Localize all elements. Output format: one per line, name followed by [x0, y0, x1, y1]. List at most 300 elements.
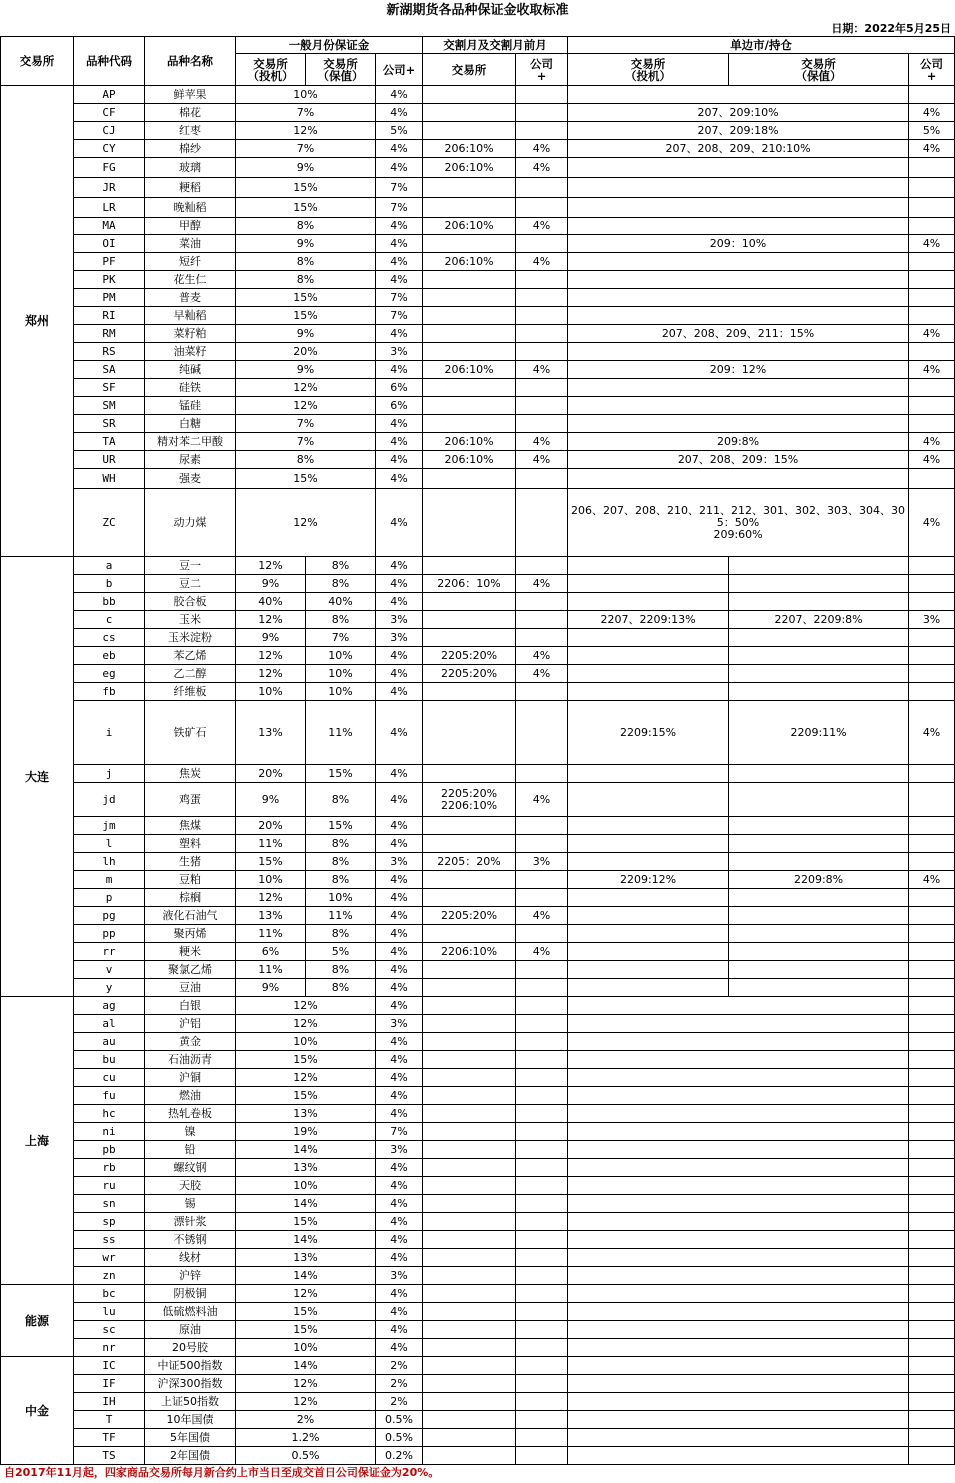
date-label: 日期：2022年5月25日	[831, 22, 951, 35]
product-code: y	[74, 979, 145, 997]
single-side-margin	[568, 1123, 909, 1141]
delivery-exchange-margin	[423, 122, 516, 140]
single-company-plus	[909, 889, 955, 907]
single-company-plus	[909, 1141, 955, 1159]
single-company-plus	[909, 783, 955, 817]
delivery-company-plus	[516, 104, 568, 122]
general-company-plus: 2%	[376, 1357, 423, 1375]
delivery-company-plus	[516, 1393, 568, 1411]
delivery-company-plus	[516, 1051, 568, 1069]
single-company-plus	[909, 271, 955, 289]
product-name: 尿素	[145, 451, 236, 469]
table-row	[1, 593, 955, 611]
table-row	[1, 1339, 955, 1357]
delivery-company-plus	[516, 379, 568, 397]
delivery-company-plus	[516, 289, 568, 307]
product-name: 沪深300指数	[145, 1375, 236, 1393]
product-name: 20号胶	[145, 1339, 236, 1357]
delivery-company-plus	[516, 1249, 568, 1267]
delivery-company-plus	[516, 1267, 568, 1285]
general-spec-margin: 12%	[236, 665, 306, 683]
product-code: FG	[74, 158, 145, 178]
single-side-margin	[568, 178, 909, 198]
delivery-exchange-margin	[423, 611, 516, 629]
table-row	[1, 1123, 955, 1141]
delivery-exchange-margin: 2205:20%	[423, 907, 516, 925]
general-margin: 15%	[236, 178, 376, 198]
header-delivery-exchange: 交易所	[423, 54, 516, 86]
product-code: fu	[74, 1087, 145, 1105]
product-name: 铅	[145, 1141, 236, 1159]
single-side-margin	[568, 1429, 909, 1447]
single-side-margin: 207、209:10%	[568, 104, 909, 122]
single-company-plus: 4%	[909, 361, 955, 379]
header-delivery-month: 交割月及交割月前月	[423, 37, 568, 54]
delivery-company-plus	[516, 997, 568, 1015]
delivery-exchange-margin	[423, 325, 516, 343]
product-name: 棉花	[145, 104, 236, 122]
general-company-plus: 3%	[376, 343, 423, 361]
delivery-exchange-margin	[423, 1411, 516, 1429]
exchange-energy: 能源	[1, 1285, 74, 1357]
product-name: 镍	[145, 1123, 236, 1141]
general-spec-margin: 13%	[236, 907, 306, 925]
general-hedge-margin: 10%	[306, 647, 376, 665]
single-spec-margin	[568, 943, 729, 961]
table-row	[1, 158, 955, 178]
product-code: al	[74, 1015, 145, 1033]
single-hedge-margin	[729, 765, 909, 783]
product-name: 油菜籽	[145, 343, 236, 361]
delivery-company-plus	[516, 979, 568, 997]
general-company-plus: 7%	[376, 289, 423, 307]
table-row	[1, 557, 955, 575]
single-hedge-margin	[729, 943, 909, 961]
table-row	[1, 765, 955, 783]
single-company-plus	[909, 343, 955, 361]
general-company-plus: 4%	[376, 1321, 423, 1339]
general-company-plus: 7%	[376, 307, 423, 325]
single-hedge-margin	[729, 889, 909, 907]
delivery-company-plus	[516, 925, 568, 943]
exchange-cffex: 中金	[1, 1357, 74, 1465]
table-row	[1, 647, 955, 665]
table-row	[1, 178, 955, 198]
table-row	[1, 853, 955, 871]
table-row	[1, 925, 955, 943]
delivery-company-plus	[516, 871, 568, 889]
general-company-plus: 4%	[376, 271, 423, 289]
delivery-exchange-margin	[423, 817, 516, 835]
product-code: eg	[74, 665, 145, 683]
table-row	[1, 433, 955, 451]
single-company-plus	[909, 683, 955, 701]
table-row	[1, 1051, 955, 1069]
table-row	[1, 889, 955, 907]
delivery-company-plus	[516, 271, 568, 289]
product-name: 沪锌	[145, 1267, 236, 1285]
general-spec-margin: 9%	[236, 629, 306, 647]
general-hedge-margin: 10%	[306, 889, 376, 907]
product-code: CY	[74, 140, 145, 158]
general-company-plus: 4%	[376, 86, 423, 104]
general-margin: 14%	[236, 1267, 376, 1285]
delivery-exchange-margin	[423, 307, 516, 325]
single-company-plus	[909, 1267, 955, 1285]
table-row	[1, 1087, 955, 1105]
delivery-exchange-margin	[423, 489, 516, 557]
general-margin: 14%	[236, 1357, 376, 1375]
product-code: c	[74, 611, 145, 629]
general-hedge-margin: 40%	[306, 593, 376, 611]
product-code: jm	[74, 817, 145, 835]
delivery-company-plus	[516, 469, 568, 489]
single-hedge-margin	[729, 683, 909, 701]
general-margin: 12%	[236, 1069, 376, 1087]
single-side-margin	[568, 997, 909, 1015]
single-side-margin	[568, 218, 909, 235]
product-code: sp	[74, 1213, 145, 1231]
single-side-margin: 209：10%	[568, 235, 909, 253]
product-name: 天胶	[145, 1177, 236, 1195]
general-company-plus: 2%	[376, 1375, 423, 1393]
general-company-plus: 4%	[376, 489, 423, 557]
product-name: 粳米	[145, 943, 236, 961]
footer-note: 自2017年11月起，四家商品交易所每月新合约上市当日至成交首日公司保证金为20%。	[4, 1466, 440, 1479]
general-spec-margin: 9%	[236, 783, 306, 817]
general-hedge-margin: 8%	[306, 979, 376, 997]
general-spec-margin: 12%	[236, 611, 306, 629]
general-company-plus: 4%	[376, 1159, 423, 1177]
delivery-company-plus	[516, 701, 568, 765]
general-spec-margin: 20%	[236, 765, 306, 783]
delivery-company-plus: 4%	[516, 451, 568, 469]
product-code: TF	[74, 1429, 145, 1447]
single-hedge-margin: 2207、2209:8%	[729, 611, 909, 629]
single-company-plus	[909, 1213, 955, 1231]
single-side-margin	[568, 469, 909, 489]
single-side-margin	[568, 86, 909, 104]
delivery-company-plus	[516, 1357, 568, 1375]
single-side-margin	[568, 271, 909, 289]
product-name: 棕榈	[145, 889, 236, 907]
product-code: jd	[74, 783, 145, 817]
product-name: 棉纱	[145, 140, 236, 158]
single-company-plus	[909, 178, 955, 198]
table-row	[1, 1159, 955, 1177]
general-company-plus: 6%	[376, 397, 423, 415]
single-company-plus	[909, 289, 955, 307]
product-code: ZC	[74, 489, 145, 557]
single-spec-margin	[568, 853, 729, 871]
general-company-plus: 3%	[376, 1267, 423, 1285]
delivery-exchange-margin	[423, 629, 516, 647]
general-margin: 15%	[236, 289, 376, 307]
product-code: wr	[74, 1249, 145, 1267]
single-side-margin	[568, 158, 909, 178]
table-row	[1, 1105, 955, 1123]
single-company-plus: 4%	[909, 433, 955, 451]
product-name: 胶合板	[145, 593, 236, 611]
single-hedge-margin	[729, 557, 909, 575]
delivery-exchange-margin: 206:10%	[423, 140, 516, 158]
delivery-company-plus	[516, 1087, 568, 1105]
product-name: 早籼稻	[145, 307, 236, 325]
product-name: 锡	[145, 1195, 236, 1213]
product-name: 硅铁	[145, 379, 236, 397]
general-company-plus: 0.5%	[376, 1411, 423, 1429]
general-margin: 14%	[236, 1141, 376, 1159]
table-row	[1, 907, 955, 925]
single-hedge-margin: 2209:8%	[729, 871, 909, 889]
general-margin: 10%	[236, 1339, 376, 1357]
general-hedge-margin: 8%	[306, 925, 376, 943]
general-company-plus: 4%	[376, 361, 423, 379]
single-company-plus	[909, 1357, 955, 1375]
general-margin: 14%	[236, 1195, 376, 1213]
single-spec-margin	[568, 629, 729, 647]
table-row	[1, 1249, 955, 1267]
delivery-exchange-margin	[423, 961, 516, 979]
single-side-margin: 209：12%	[568, 361, 909, 379]
single-spec-margin	[568, 925, 729, 943]
table-row	[1, 575, 955, 593]
table-row	[1, 379, 955, 397]
general-margin: 13%	[236, 1159, 376, 1177]
general-hedge-margin: 7%	[306, 629, 376, 647]
delivery-company-plus: 4%	[516, 907, 568, 925]
delivery-exchange-margin: 206:10%	[423, 433, 516, 451]
delivery-exchange-margin	[423, 765, 516, 783]
table-row	[1, 104, 955, 122]
single-company-plus: 5%	[909, 122, 955, 140]
general-spec-margin: 12%	[236, 647, 306, 665]
general-company-plus: 4%	[376, 451, 423, 469]
single-side-margin	[568, 1393, 909, 1411]
general-company-plus: 7%	[376, 1123, 423, 1141]
product-code: cu	[74, 1069, 145, 1087]
product-code: m	[74, 871, 145, 889]
single-company-plus: 4%	[909, 871, 955, 889]
delivery-company-plus	[516, 593, 568, 611]
table-row	[1, 1213, 955, 1231]
single-hedge-margin	[729, 853, 909, 871]
product-name: 豆油	[145, 979, 236, 997]
single-company-plus: 4%	[909, 235, 955, 253]
product-name: 锰硅	[145, 397, 236, 415]
delivery-exchange-margin	[423, 1267, 516, 1285]
product-code: hc	[74, 1105, 145, 1123]
single-company-plus	[909, 1069, 955, 1087]
delivery-exchange-margin	[423, 1249, 516, 1267]
table-row	[1, 961, 955, 979]
product-name: 燃油	[145, 1087, 236, 1105]
single-side-margin	[568, 1357, 909, 1375]
general-company-plus: 4%	[376, 1105, 423, 1123]
table-row	[1, 871, 955, 889]
single-side-margin: 207、208、209、210:10%	[568, 140, 909, 158]
single-company-plus: 3%	[909, 611, 955, 629]
single-side-margin	[568, 1375, 909, 1393]
table-row	[1, 140, 955, 158]
single-company-plus: 4%	[909, 489, 955, 557]
product-name: 纯碱	[145, 361, 236, 379]
product-code: rr	[74, 943, 145, 961]
table-row	[1, 1015, 955, 1033]
single-company-plus: 4%	[909, 451, 955, 469]
table-row	[1, 1141, 955, 1159]
delivery-company-plus: 4%	[516, 158, 568, 178]
single-company-plus	[909, 817, 955, 835]
table-row	[1, 817, 955, 835]
delivery-exchange-margin	[423, 1213, 516, 1231]
general-hedge-margin: 10%	[306, 665, 376, 683]
delivery-exchange-margin: 206:10%	[423, 451, 516, 469]
general-spec-margin: 9%	[236, 575, 306, 593]
table-row	[1, 1033, 955, 1051]
single-spec-margin	[568, 575, 729, 593]
general-company-plus: 4%	[376, 1177, 423, 1195]
delivery-company-plus	[516, 1195, 568, 1213]
delivery-company-plus	[516, 198, 568, 218]
general-company-plus: 4%	[376, 1033, 423, 1051]
product-code: SF	[74, 379, 145, 397]
single-company-plus	[909, 469, 955, 489]
general-hedge-margin: 8%	[306, 961, 376, 979]
header-delivery-company: 公司 +	[516, 54, 568, 86]
product-name: 菜油	[145, 235, 236, 253]
general-company-plus: 4%	[376, 1303, 423, 1321]
product-code: b	[74, 575, 145, 593]
single-company-plus	[909, 1105, 955, 1123]
delivery-company-plus	[516, 1339, 568, 1357]
general-margin: 7%	[236, 415, 376, 433]
header-single-side: 单边市/持仓	[568, 37, 955, 54]
single-side-margin	[568, 1447, 909, 1465]
delivery-company-plus	[516, 325, 568, 343]
single-side-margin	[568, 343, 909, 361]
delivery-company-plus	[516, 835, 568, 853]
product-code: AP	[74, 86, 145, 104]
product-code: lu	[74, 1303, 145, 1321]
delivery-exchange-margin	[423, 1033, 516, 1051]
delivery-exchange-margin: 2205:20% 2206:10%	[423, 783, 516, 817]
general-company-plus: 0.5%	[376, 1429, 423, 1447]
general-margin: 12%	[236, 397, 376, 415]
table-row	[1, 1375, 955, 1393]
delivery-company-plus: 4%	[516, 575, 568, 593]
product-code: PM	[74, 289, 145, 307]
delivery-company-plus	[516, 629, 568, 647]
general-company-plus: 4%	[376, 253, 423, 271]
delivery-exchange-margin	[423, 1177, 516, 1195]
product-name: 螺纹钢	[145, 1159, 236, 1177]
single-company-plus	[909, 575, 955, 593]
general-margin: 15%	[236, 1051, 376, 1069]
single-hedge-margin	[729, 665, 909, 683]
header-name: 品种名称	[145, 37, 236, 86]
table-row	[1, 86, 955, 104]
single-side-margin	[568, 1195, 909, 1213]
single-company-plus	[909, 961, 955, 979]
product-name: 沪铜	[145, 1069, 236, 1087]
delivery-exchange-margin: 206:10%	[423, 218, 516, 235]
general-spec-margin: 10%	[236, 871, 306, 889]
product-code: a	[74, 557, 145, 575]
delivery-exchange-margin: 2206：10%	[423, 575, 516, 593]
delivery-company-plus: 4%	[516, 943, 568, 961]
product-code: pp	[74, 925, 145, 943]
table-row	[1, 271, 955, 289]
product-code: zn	[74, 1267, 145, 1285]
product-name: 粳稻	[145, 178, 236, 198]
delivery-exchange-margin	[423, 1429, 516, 1447]
product-name: 普麦	[145, 289, 236, 307]
single-company-plus: 4%	[909, 701, 955, 765]
single-company-plus	[909, 1015, 955, 1033]
delivery-company-plus	[516, 178, 568, 198]
single-spec-margin	[568, 835, 729, 853]
general-margin: 13%	[236, 1105, 376, 1123]
single-spec-margin	[568, 647, 729, 665]
table-row	[1, 1429, 955, 1447]
delivery-exchange-margin	[423, 289, 516, 307]
delivery-exchange-margin	[423, 1105, 516, 1123]
general-spec-margin: 11%	[236, 835, 306, 853]
delivery-company-plus	[516, 683, 568, 701]
single-company-plus	[909, 665, 955, 683]
single-spec-margin: 2209:12%	[568, 871, 729, 889]
single-hedge-margin	[729, 575, 909, 593]
delivery-company-plus	[516, 397, 568, 415]
delivery-exchange-margin	[423, 701, 516, 765]
general-company-plus: 4%	[376, 1249, 423, 1267]
header-general-spec: 交易所 （投机）	[236, 54, 306, 86]
product-name: 聚氯乙烯	[145, 961, 236, 979]
delivery-exchange-margin	[423, 469, 516, 489]
general-company-plus: 4%	[376, 1339, 423, 1357]
delivery-company-plus	[516, 1033, 568, 1051]
table-row	[1, 253, 955, 271]
delivery-company-plus	[516, 307, 568, 325]
general-company-plus: 4%	[376, 783, 423, 817]
product-code: bb	[74, 593, 145, 611]
delivery-exchange-margin	[423, 1303, 516, 1321]
product-name: 10年国债	[145, 1411, 236, 1429]
product-name: 晚籼稻	[145, 198, 236, 218]
delivery-company-plus	[516, 1429, 568, 1447]
single-company-plus	[909, 1231, 955, 1249]
delivery-company-plus	[516, 817, 568, 835]
single-company-plus	[909, 997, 955, 1015]
product-code: T	[74, 1411, 145, 1429]
table-row	[1, 198, 955, 218]
delivery-exchange-margin	[423, 1321, 516, 1339]
product-code: sn	[74, 1195, 145, 1213]
table-row	[1, 415, 955, 433]
single-hedge-margin	[729, 629, 909, 647]
general-company-plus: 4%	[376, 325, 423, 343]
general-margin: 12%	[236, 1015, 376, 1033]
single-company-plus	[909, 835, 955, 853]
single-side-margin: 206、207、208、210、211、212、301、302、303、304、305：50% 209:60%	[568, 489, 909, 557]
single-side-margin	[568, 397, 909, 415]
product-code: ss	[74, 1231, 145, 1249]
delivery-exchange-margin	[423, 397, 516, 415]
single-company-plus	[909, 253, 955, 271]
single-company-plus	[909, 397, 955, 415]
delivery-exchange-margin	[423, 1159, 516, 1177]
